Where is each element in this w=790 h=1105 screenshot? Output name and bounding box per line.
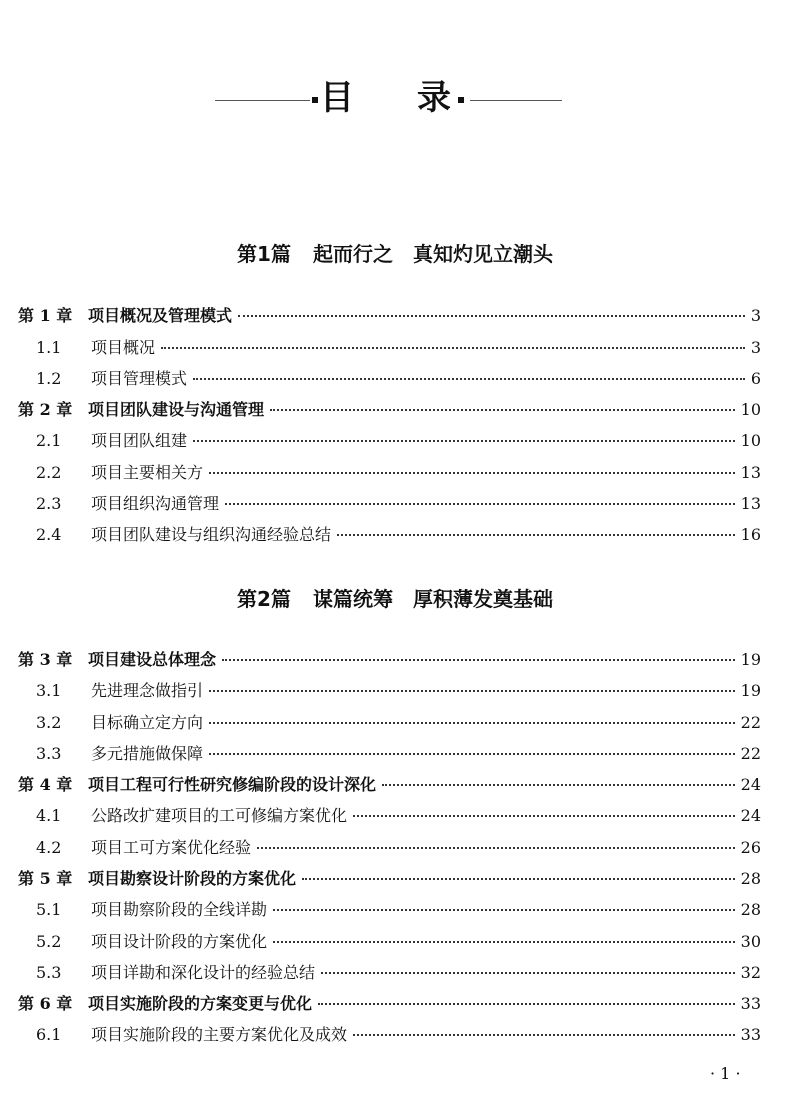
- dot-leader: [382, 784, 735, 786]
- title-bullet-right: [458, 97, 464, 103]
- entry-title: 项目团队建设与沟通管理: [88, 400, 265, 419]
- entry-page: 28: [740, 869, 761, 888]
- toc-section-entry[interactable]: [18, 460, 761, 486]
- toc-section-entry[interactable]: [18, 960, 761, 986]
- entry-title: 项目实施阶段的方案变更与优化: [88, 994, 313, 1013]
- entry-number: 2.1: [36, 431, 62, 450]
- entry-title: 多元措施做保障: [91, 744, 204, 763]
- entry-number: 第 2 章: [18, 400, 73, 419]
- entry-title: 项目设计阶段的方案优化: [91, 932, 268, 951]
- toc-title: [0, 76, 790, 120]
- entry-number: 3.3: [36, 744, 62, 763]
- dot-leader: [209, 753, 735, 755]
- entry-title: 项目勘察阶段的全线详勘: [91, 900, 268, 919]
- entry-page: 33: [740, 994, 761, 1013]
- part-heading-1: [0, 240, 790, 268]
- title-bullet-left: [312, 97, 318, 103]
- entry-page: 22: [740, 744, 761, 763]
- entry-title: 项目概况: [91, 338, 156, 357]
- entry-number: 1.1: [36, 338, 62, 357]
- entry-page: 32: [740, 963, 761, 982]
- entry-title: 项目工可方案优化经验: [91, 838, 252, 857]
- entry-page: 6: [750, 369, 761, 388]
- entry-number: 6.1: [36, 1025, 62, 1044]
- toc-section-entry[interactable]: [18, 1022, 761, 1048]
- entry-title: 目标确立定方向: [91, 713, 204, 732]
- dot-leader: [209, 690, 735, 692]
- dot-leader: [222, 659, 735, 661]
- entry-page: 19: [740, 650, 761, 669]
- entry-page: 30: [740, 932, 761, 951]
- entry-title: 项目管理模式: [91, 369, 188, 388]
- dot-leader: [302, 878, 735, 880]
- part-title: 谋篇统筹 厚积薄发奠基础: [312, 587, 553, 611]
- entry-page: 16: [740, 525, 761, 544]
- toc-chapter-entry[interactable]: [18, 772, 761, 798]
- toc-section-entry[interactable]: [18, 491, 761, 517]
- dot-leader: [270, 409, 735, 411]
- dot-leader: [257, 847, 735, 849]
- part-label: 第1篇: [237, 242, 291, 266]
- entry-number: 5.3: [36, 963, 62, 982]
- entry-number: 第 5 章: [18, 869, 73, 888]
- toc-section-entry[interactable]: [18, 522, 761, 548]
- entry-number: 5.2: [36, 932, 62, 951]
- entry-title: 项目概况及管理模式: [88, 306, 233, 325]
- entry-title: 项目工程可行性研究修编阶段的设计深化: [88, 775, 377, 794]
- dot-leader: [318, 1003, 735, 1005]
- toc-chapter-entry[interactable]: [18, 303, 761, 329]
- entry-page: 3: [750, 306, 761, 325]
- entry-page: 26: [740, 838, 761, 857]
- entry-title: 项目主要相关方: [91, 463, 204, 482]
- title-char-2: 录: [417, 78, 451, 118]
- toc-section-entry[interactable]: [18, 335, 761, 361]
- toc-section-entry[interactable]: [18, 897, 761, 923]
- dot-leader: [193, 440, 735, 442]
- dot-leader: [209, 472, 735, 474]
- toc-section-entry[interactable]: [18, 428, 761, 454]
- dot-leader: [353, 815, 735, 817]
- entry-number: 2.2: [36, 463, 62, 482]
- entry-number: 第 1 章: [18, 306, 73, 325]
- entry-page: 3: [750, 338, 761, 357]
- toc-chapter-entry[interactable]: [18, 397, 761, 423]
- entry-title: 项目团队建设与组织沟通经验总结: [91, 525, 332, 544]
- entry-page: 10: [740, 400, 761, 419]
- part-heading-2: [0, 585, 790, 613]
- entry-title: 公路改扩建项目的工可修编方案优化: [91, 806, 348, 825]
- entry-page: 13: [740, 494, 761, 513]
- entry-number: 2.3: [36, 494, 62, 513]
- entry-title: 项目详勘和深化设计的经验总结: [91, 963, 316, 982]
- part-label: 第2篇: [237, 587, 291, 611]
- toc-chapter-entry[interactable]: [18, 866, 761, 892]
- entry-number: 3.1: [36, 681, 62, 700]
- entry-title: 项目团队组建: [91, 431, 188, 450]
- entry-number: 第 3 章: [18, 650, 73, 669]
- entry-number: 第 4 章: [18, 775, 73, 794]
- title-rule-right: [470, 100, 562, 101]
- dot-leader: [209, 722, 735, 724]
- entry-title: 项目建设总体理念: [88, 650, 217, 669]
- toc-section-entry[interactable]: [18, 929, 761, 955]
- dot-leader: [273, 941, 735, 943]
- entry-number: 5.1: [36, 900, 62, 919]
- dot-leader: [161, 347, 745, 349]
- entry-page: 28: [740, 900, 761, 919]
- entry-page: 24: [740, 806, 761, 825]
- dot-leader: [193, 378, 745, 380]
- entry-page: 22: [740, 713, 761, 732]
- entry-number: 4.1: [36, 806, 62, 825]
- entry-page: 19: [740, 681, 761, 700]
- dot-leader: [321, 972, 735, 974]
- entry-page: 13: [740, 463, 761, 482]
- dot-leader: [273, 909, 735, 911]
- entry-page: 24: [740, 775, 761, 794]
- entry-number: 1.2: [36, 369, 62, 388]
- entry-page: 10: [740, 431, 761, 450]
- entry-title: 项目实施阶段的主要方案优化及成效: [91, 1025, 348, 1044]
- entry-number: 第 6 章: [18, 994, 73, 1013]
- entry-title: 先进理念做指引: [91, 681, 204, 700]
- toc-section-entry[interactable]: [18, 803, 761, 829]
- dot-leader: [238, 315, 745, 317]
- entry-number: 4.2: [36, 838, 62, 857]
- toc-chapter-entry[interactable]: [18, 991, 761, 1017]
- toc-section-entry[interactable]: [18, 710, 761, 736]
- entry-title: 项目组织沟通管理: [91, 494, 220, 513]
- title-rule-left: [215, 100, 310, 101]
- entry-number: 2.4: [36, 525, 62, 544]
- entry-title: 项目勘察设计阶段的方案优化: [88, 869, 297, 888]
- toc-section-entry[interactable]: [18, 678, 761, 704]
- toc-section-entry[interactable]: [18, 741, 761, 767]
- dot-leader: [225, 503, 735, 505]
- title-char-1: 目: [320, 78, 354, 118]
- page-number: · 1 ·: [710, 1064, 741, 1083]
- dot-leader: [337, 534, 735, 536]
- part-title: 起而行之 真知灼见立潮头: [312, 242, 553, 266]
- toc-chapter-entry[interactable]: [18, 647, 761, 673]
- entry-number: 3.2: [36, 713, 62, 732]
- toc-section-entry[interactable]: [18, 835, 761, 861]
- dot-leader: [353, 1034, 735, 1036]
- toc-section-entry[interactable]: [18, 366, 761, 392]
- entry-page: 33: [740, 1025, 761, 1044]
